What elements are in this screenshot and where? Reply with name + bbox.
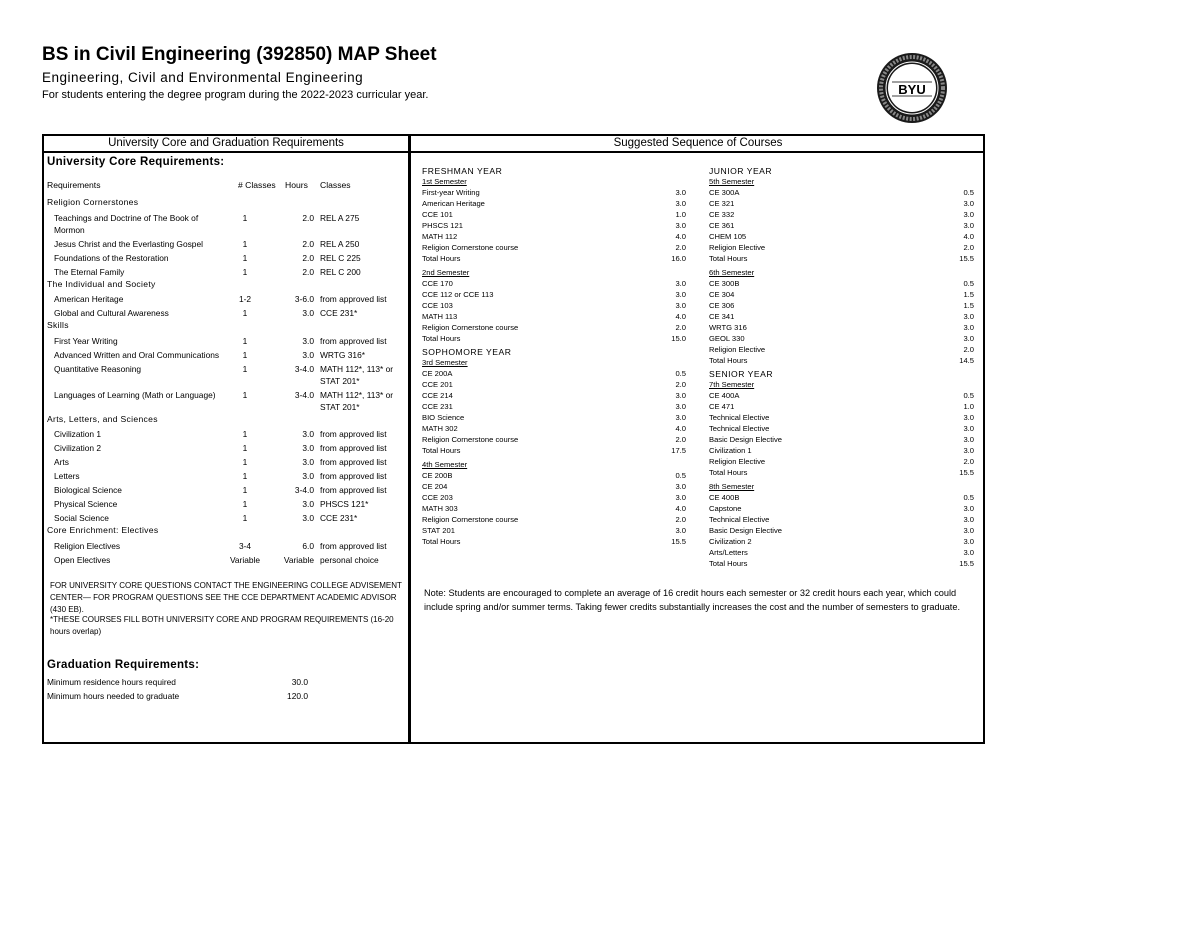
course-hours: 1.5: [963, 289, 974, 299]
course-name: Total Hours: [422, 333, 461, 343]
requirement-label-cont: Mormon: [54, 224, 85, 235]
course-name: Religion Elective: [709, 457, 766, 466]
course-hours: 2.0: [675, 514, 686, 524]
course-hours: 3.0: [675, 199, 686, 208]
course-hours: 0.5: [963, 188, 974, 197]
course-hours: 4.0: [675, 424, 686, 433]
requirement-count: 1: [242, 457, 248, 467]
requirement-label: Languages of Learning (Math or Language): [54, 389, 216, 400]
course-name: Religion Cornerstone course: [422, 243, 519, 252]
requirement-label: Letters: [54, 471, 80, 481]
requirement-hours: 3-4.0: [294, 485, 314, 495]
requirement-classes-cont: STAT 201*: [320, 401, 360, 412]
requirement-hours: 3.0: [302, 349, 314, 360]
requirement-hours: 3.0: [302, 499, 314, 509]
course-hours: 15.5: [959, 558, 974, 568]
requirement-hours: 2.0: [302, 252, 314, 263]
course-name: CE 300A: [709, 188, 740, 197]
requirement-count: 1: [242, 335, 248, 346]
course-name: CCE 231: [422, 402, 453, 411]
right-column-title: Suggested Sequence of Courses: [613, 137, 783, 149]
course-hours: 3.0: [963, 199, 974, 208]
course-hours: 3.0: [675, 481, 686, 491]
requirement-classes: WRTG 316*: [320, 349, 365, 360]
course-name: CE 200A: [422, 369, 453, 378]
requirement-count: 1: [242, 212, 248, 223]
course-name: MATH 302: [422, 424, 458, 433]
course-name: Total Hours: [709, 468, 748, 477]
requirement-classes: from approved list: [320, 540, 387, 551]
course-name: MATH 303: [422, 503, 458, 513]
requirement-label: Quantitative Reasoning: [54, 363, 142, 374]
course-hours: 3.0: [963, 311, 974, 321]
course-hours: 2.0: [963, 344, 974, 354]
course-hours: 0.5: [963, 391, 974, 400]
requirement-count: 1: [242, 238, 248, 249]
course-hours: 1.5: [963, 300, 974, 310]
course-name: Technical Elective: [709, 424, 770, 433]
requirement-label: Open Electives: [54, 554, 111, 565]
requirement-section: The Individual and Society: [47, 278, 156, 289]
course-hours: 4.0: [675, 311, 686, 321]
course-name: Civilization 2: [709, 536, 752, 546]
col-header-requirements: Requirements: [47, 180, 101, 190]
course-hours: 16.0: [671, 254, 686, 263]
course-name: BIO Science: [422, 413, 465, 422]
course-hours: 0.5: [963, 492, 974, 502]
course-name: CE 300B: [709, 278, 740, 288]
requirement-classes: REL C 200: [320, 266, 361, 277]
requirement-classes: from approved list: [320, 457, 387, 467]
course-hours: 2.0: [963, 457, 974, 466]
requirement-count: 1: [242, 349, 248, 360]
requirement-classes: from approved list: [320, 485, 387, 495]
requirement-hours: 2.0: [302, 212, 314, 223]
course-name: GEOL 330: [709, 333, 745, 343]
requirement-classes: MATH 112*, 113* or: [320, 363, 394, 374]
course-hours: 4.0: [675, 503, 686, 513]
grad-value-residence: 30.0: [291, 677, 308, 687]
requirement-count: 1: [242, 499, 248, 509]
requirement-count: 1: [242, 252, 248, 263]
course-hours: 3.0: [963, 435, 974, 444]
semester-heading: 3rd Semester: [422, 358, 468, 367]
curricular-year-note: For students entering the degree program during the 2022-2023 curricular year.: [42, 89, 429, 101]
requirement-label: Teachings and Doctrine of The Book of: [54, 212, 199, 223]
requirement-label: Civilization 1: [54, 429, 102, 439]
department-name: Engineering, Civil and Environmental Engineering: [42, 70, 364, 85]
semester-heading: 1st Semester: [422, 177, 467, 186]
course-hours: 3.0: [675, 402, 686, 411]
course-name: Religion Cornerstone course: [422, 514, 519, 524]
requirement-count: 1: [242, 443, 248, 453]
course-hours: 2.0: [675, 435, 686, 444]
course-hours: 14.5: [959, 355, 974, 365]
course-name: CE 471: [709, 402, 735, 411]
semester-heading: 6th Semester: [709, 267, 755, 277]
course-name: CE 400A: [709, 391, 740, 400]
requirement-count: Variable: [229, 554, 261, 565]
requirement-classes-cont: STAT 201*: [320, 375, 360, 386]
course-name: CE 400B: [709, 492, 740, 502]
byu-seal-logo: [876, 52, 948, 124]
requirement-hours: 6.0: [302, 540, 314, 551]
requirement-label: Physical Science: [54, 499, 118, 509]
grad-label-total: Minimum hours needed to graduate: [47, 691, 180, 701]
requirement-hours: 3.0: [302, 429, 314, 439]
course-hours: 3.0: [963, 547, 974, 557]
course-name: CCE 170: [422, 278, 453, 288]
col-header-count: # Classes: [238, 180, 276, 190]
year-heading: FRESHMAN YEAR: [422, 166, 503, 176]
course-hours: 2.0: [675, 243, 686, 252]
requirement-label: Advanced Written and Oral Communications: [54, 349, 220, 360]
course-hours: 3.0: [675, 525, 686, 535]
course-hours: 3.0: [963, 525, 974, 535]
requirement-section: Skills: [47, 320, 69, 330]
requirement-classes: CCE 231*: [320, 308, 358, 318]
course-name: Religion Elective: [709, 243, 766, 252]
course-name: Technical Elective: [709, 413, 770, 422]
requirement-classes: from approved list: [320, 429, 387, 439]
course-hours: 17.5: [671, 446, 686, 455]
course-hours: 2.0: [675, 322, 686, 332]
requirement-classes: personal choice: [320, 554, 379, 565]
credit-load-note: Note: Students are encouraged to complete an average of 16 credit hours each semester or 32 credit hours each year, which could include spring and/or summer terms. Taking fewer credits substantially increases the cost and the number of semesters to graduate.: [424, 588, 961, 612]
requirement-count: 1: [242, 513, 248, 523]
requirement-hours: 3.0: [302, 335, 314, 346]
course-name: CCE 112 or CCE 113: [422, 289, 494, 299]
advisement-footnote: FOR UNIVERSITY CORE QUESTIONS CONTACT THE ENGINEERING COLLEGE ADVISEMENT CENTER— FOR PROGRAM QUESTIONS SEE THE CCE DEPARTMENT ACADEMIC ADVISOR (430 EB).: [50, 581, 402, 614]
requirement-section: Arts, Letters, and Sciences: [47, 413, 158, 424]
course-hours: 3.0: [675, 300, 686, 310]
year-heading: SENIOR YEAR: [709, 369, 774, 379]
course-name: First-year Writing: [422, 188, 480, 197]
semester-heading: 5th Semester: [709, 177, 755, 186]
col-header-classes: Classes: [320, 180, 351, 190]
course-hours: 1.0: [675, 210, 686, 219]
course-name: CE 306: [709, 300, 735, 310]
requirement-count: 1: [242, 363, 248, 374]
requirement-label: The Eternal Family: [54, 266, 125, 277]
requirement-hours: 3.0: [302, 308, 314, 318]
col-header-hours: Hours: [285, 180, 308, 190]
course-hours: 3.0: [963, 210, 974, 219]
course-name: PHSCS 121: [422, 221, 463, 230]
course-name: Religion Cornerstone course: [422, 322, 519, 332]
course-name: Total Hours: [709, 558, 748, 568]
course-name: WRTG 316: [709, 322, 747, 332]
requirement-hours: 2.0: [302, 266, 314, 277]
course-name: Capstone: [709, 503, 742, 513]
course-name: Civilization 1: [709, 446, 752, 455]
header-rule: [42, 151, 985, 153]
requirement-label: American Heritage: [54, 294, 124, 304]
course-name: Basic Design Elective: [709, 525, 783, 535]
course-name: Total Hours: [422, 536, 461, 546]
course-name: CHEM 105: [709, 232, 747, 241]
requirement-classes: REL A 275: [320, 212, 360, 223]
course-hours: 3.0: [963, 514, 974, 524]
course-name: CE 332: [709, 210, 735, 219]
course-hours: 3.0: [675, 391, 686, 400]
course-hours: 3.0: [963, 446, 974, 455]
requirement-label: Civilization 2: [54, 443, 102, 453]
requirement-count: 3-4: [238, 540, 252, 551]
semester-heading: 2nd Semester: [422, 267, 470, 277]
course-hours: 15.0: [671, 333, 686, 343]
overlap-footnote: *THESE COURSES FILL BOTH UNIVERSITY CORE AND PROGRAM REQUIREMENTS (16-20 hours overlap): [50, 615, 394, 636]
course-hours: 3.0: [963, 424, 974, 433]
course-name: STAT 201: [422, 525, 455, 535]
course-hours: 3.0: [675, 221, 686, 230]
course-hours: 15.5: [959, 254, 974, 263]
course-name: Total Hours: [422, 254, 461, 263]
course-hours: 3.0: [963, 221, 974, 230]
requirement-count: 1: [242, 266, 248, 277]
requirement-hours: 3.0: [302, 443, 314, 453]
course-hours: 15.5: [959, 468, 974, 477]
course-hours: 4.0: [675, 232, 686, 241]
course-name: Religion Elective: [709, 344, 766, 354]
course-name: CE 304: [709, 289, 735, 299]
requirement-hours: Variable: [283, 554, 314, 565]
requirement-count: 1: [242, 485, 248, 495]
course-hours: 2.0: [963, 243, 974, 252]
page-title: BS in Civil Engineering (392850) MAP Sheet: [42, 44, 437, 65]
course-name: CCE 214: [422, 391, 453, 400]
course-name: Religion Cornerstone course: [422, 435, 519, 444]
requirement-hours: 2.0: [302, 238, 314, 249]
requirement-classes: from approved list: [320, 443, 387, 453]
course-hours: 3.0: [963, 536, 974, 546]
course-name: CE 204: [422, 481, 448, 491]
course-name: Basic Design Elective: [709, 435, 783, 444]
course-hours: 3.0: [675, 492, 686, 502]
grad-label-residence: Minimum residence hours required: [47, 677, 176, 687]
requirement-label: Religion Electives: [54, 540, 121, 551]
course-name: MATH 112: [422, 232, 458, 241]
seal-text: BYU: [898, 82, 926, 97]
requirement-classes: MATH 112*, 113* or: [320, 389, 394, 400]
requirement-hours: 3.0: [302, 471, 314, 481]
course-hours: 0.5: [675, 470, 686, 480]
requirement-hours: 3-6.0: [294, 294, 314, 304]
requirement-count: 1: [242, 389, 248, 400]
grad-value-total: 120.0: [287, 691, 308, 701]
course-hours: 15.5: [671, 536, 686, 546]
requirement-hours: 3-4.0: [294, 363, 314, 374]
course-name: Total Hours: [422, 446, 461, 455]
requirement-classes: from approved list: [320, 471, 387, 481]
course-name: CCE 201: [422, 380, 453, 389]
course-hours: 1.0: [963, 402, 974, 411]
core-heading: University Core Requirements:: [47, 156, 225, 168]
course-hours: 4.0: [963, 232, 974, 241]
requirement-classes: REL C 225: [320, 252, 361, 263]
semester-heading: 8th Semester: [709, 481, 755, 491]
requirement-classes: from approved list: [320, 335, 387, 346]
column-divider: [408, 134, 411, 744]
course-name: CCE 103: [422, 300, 453, 310]
requirement-label: Global and Cultural Awareness: [54, 308, 169, 318]
requirement-classes: PHSCS 121*: [320, 499, 369, 509]
requirement-count: 1: [242, 471, 248, 481]
requirement-count: 1: [242, 308, 248, 318]
course-name: Arts/Letters: [709, 547, 748, 557]
requirement-count: 1-2: [238, 294, 252, 304]
course-name: CE 361: [709, 221, 735, 230]
course-name: MATH 113: [422, 311, 458, 321]
course-hours: 2.0: [675, 380, 686, 389]
course-hours: 3.0: [963, 503, 974, 513]
course-hours: 3.0: [963, 333, 974, 343]
course-name: American Heritage: [422, 199, 485, 208]
requirement-label: Arts: [54, 457, 69, 467]
requirement-label: Biological Science: [54, 485, 122, 495]
course-hours: 3.0: [675, 413, 686, 422]
course-hours: 0.5: [963, 278, 974, 288]
course-hours: 3.0: [675, 188, 686, 197]
course-hours: 3.0: [963, 322, 974, 332]
requirement-classes: REL A 250: [320, 238, 360, 249]
year-heading: SOPHOMORE YEAR: [422, 347, 512, 357]
course-name: CE 341: [709, 311, 735, 321]
course-name: CE 200B: [422, 470, 453, 480]
course-name: CCE 203: [422, 492, 453, 502]
requirement-label: Jesus Christ and the Everlasting Gospel: [54, 238, 203, 249]
course-name: Total Hours: [709, 355, 748, 365]
requirement-section: Core Enrichment: Electives: [47, 525, 159, 535]
course-hours: 3.0: [675, 278, 686, 288]
requirement-section: Religion Cornerstones: [47, 197, 139, 207]
year-heading: JUNIOR YEAR: [709, 166, 773, 176]
requirement-hours: 3.0: [302, 513, 314, 523]
requirement-classes: CCE 231*: [320, 513, 358, 523]
course-name: CE 321: [709, 199, 735, 208]
requirement-label: Social Science: [54, 513, 109, 523]
course-name: CCE 101: [422, 210, 453, 219]
requirement-hours: 3-4.0: [294, 389, 314, 400]
requirement-label: Foundations of the Restoration: [54, 252, 169, 263]
course-hours: 3.0: [675, 289, 686, 299]
course-hours: 0.5: [675, 369, 686, 378]
requirement-label: First Year Writing: [54, 335, 118, 346]
semester-heading: 7th Semester: [709, 380, 755, 389]
requirement-hours: 3.0: [302, 457, 314, 467]
course-name: Technical Elective: [709, 514, 770, 524]
requirement-classes: from approved list: [320, 294, 387, 304]
semester-heading: 4th Semester: [422, 459, 468, 469]
course-hours: 3.0: [963, 413, 974, 422]
course-name: Total Hours: [709, 254, 748, 263]
left-column-title: University Core and Graduation Requirements: [108, 137, 344, 149]
graduation-heading: Graduation Requirements:: [47, 659, 200, 671]
requirement-count: 1: [242, 429, 248, 439]
